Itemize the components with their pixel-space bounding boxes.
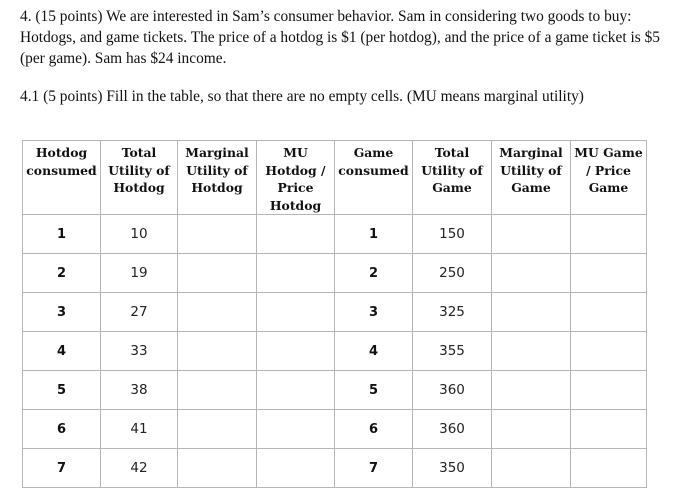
- answer-cell[interactable]: [571, 332, 647, 371]
- table-row: [23, 215, 647, 254]
- utility-cell: 250: [413, 254, 492, 293]
- answer-cell[interactable]: [492, 371, 571, 410]
- answer-cell[interactable]: [571, 371, 647, 410]
- answer-cell[interactable]: [257, 410, 335, 449]
- quantity-cell: 3: [23, 293, 101, 332]
- utility-cell: 38: [101, 371, 178, 410]
- answer-cell[interactable]: [571, 293, 647, 332]
- quantity-cell: 3: [335, 293, 413, 332]
- quantity-cell: 1: [335, 215, 413, 254]
- utility-cell: 41: [101, 410, 178, 449]
- answer-cell[interactable]: [492, 293, 571, 332]
- quantity-cell: 7: [335, 449, 413, 488]
- quantity-cell: 2: [335, 254, 413, 293]
- utility-cell: 360: [413, 410, 492, 449]
- answer-cell[interactable]: [571, 254, 647, 293]
- table-row: [23, 332, 647, 371]
- utility-cell: 42: [101, 449, 178, 488]
- utility-cell: 10: [101, 215, 178, 254]
- answer-cell[interactable]: [178, 332, 257, 371]
- utility-cell: 150: [413, 215, 492, 254]
- answer-cell[interactable]: [257, 449, 335, 488]
- answer-cell[interactable]: [492, 254, 571, 293]
- answer-cell[interactable]: [178, 410, 257, 449]
- table-row: [23, 410, 647, 449]
- column-header: Total Utility of Hotdog: [101, 141, 178, 215]
- column-header: Marginal Utility of Game: [492, 141, 571, 215]
- column-header: MU Game / Price Game: [571, 141, 647, 215]
- question-intro: 4. (15 points) We are interested in Sam’s consumer behavior. Sam in considering two goods to buy: Hotdogs, and game tickets. The price of a hotdog is $1 (per hotdog), and the price of a game ticket is $5 (per game). Sam has $24 income.: [20, 8, 660, 67]
- column-header: Game consumed: [335, 141, 413, 215]
- answer-cell[interactable]: [571, 215, 647, 254]
- table-row: [23, 254, 647, 293]
- table-row: [23, 449, 647, 488]
- table-row: [23, 371, 647, 410]
- quantity-cell: 1: [23, 215, 101, 254]
- column-header: Marginal Utility of Hotdog: [178, 141, 257, 215]
- answer-cell[interactable]: [178, 371, 257, 410]
- utility-cell: 350: [413, 449, 492, 488]
- quantity-cell: 4: [23, 332, 101, 371]
- answer-cell[interactable]: [257, 371, 335, 410]
- utility-cell: 325: [413, 293, 492, 332]
- quantity-cell: 5: [23, 371, 101, 410]
- answer-cell[interactable]: [257, 254, 335, 293]
- quantity-cell: 7: [23, 449, 101, 488]
- answer-cell[interactable]: [571, 410, 647, 449]
- answer-cell[interactable]: [492, 410, 571, 449]
- answer-cell[interactable]: [492, 332, 571, 371]
- utility-cell: 27: [101, 293, 178, 332]
- answer-cell[interactable]: [257, 332, 335, 371]
- quantity-cell: 5: [335, 371, 413, 410]
- column-header: MU Hotdog / Price Hotdog: [257, 141, 335, 215]
- utility-table: [22, 140, 647, 488]
- quantity-cell: 6: [23, 410, 101, 449]
- question-subpart: 4.1 (5 points) Fill in the table, so that there are no empty cells. (MU means marginal utility): [20, 88, 584, 105]
- column-header: Hotdog consumed: [23, 141, 101, 215]
- answer-cell[interactable]: [492, 449, 571, 488]
- utility-cell: 19: [101, 254, 178, 293]
- quantity-cell: 6: [335, 410, 413, 449]
- answer-cell[interactable]: [178, 215, 257, 254]
- answer-cell[interactable]: [257, 215, 335, 254]
- quantity-cell: 2: [23, 254, 101, 293]
- utility-cell: 33: [101, 332, 178, 371]
- utility-cell: 360: [413, 371, 492, 410]
- answer-cell[interactable]: [571, 449, 647, 488]
- answer-cell[interactable]: [492, 215, 571, 254]
- table-header-row: [23, 141, 647, 215]
- answer-cell[interactable]: [178, 293, 257, 332]
- answer-cell[interactable]: [257, 293, 335, 332]
- table-row: [23, 293, 647, 332]
- quantity-cell: 4: [335, 332, 413, 371]
- answer-cell[interactable]: [178, 449, 257, 488]
- answer-cell[interactable]: [178, 254, 257, 293]
- utility-cell: 355: [413, 332, 492, 371]
- column-header: Total Utility of Game: [413, 141, 492, 215]
